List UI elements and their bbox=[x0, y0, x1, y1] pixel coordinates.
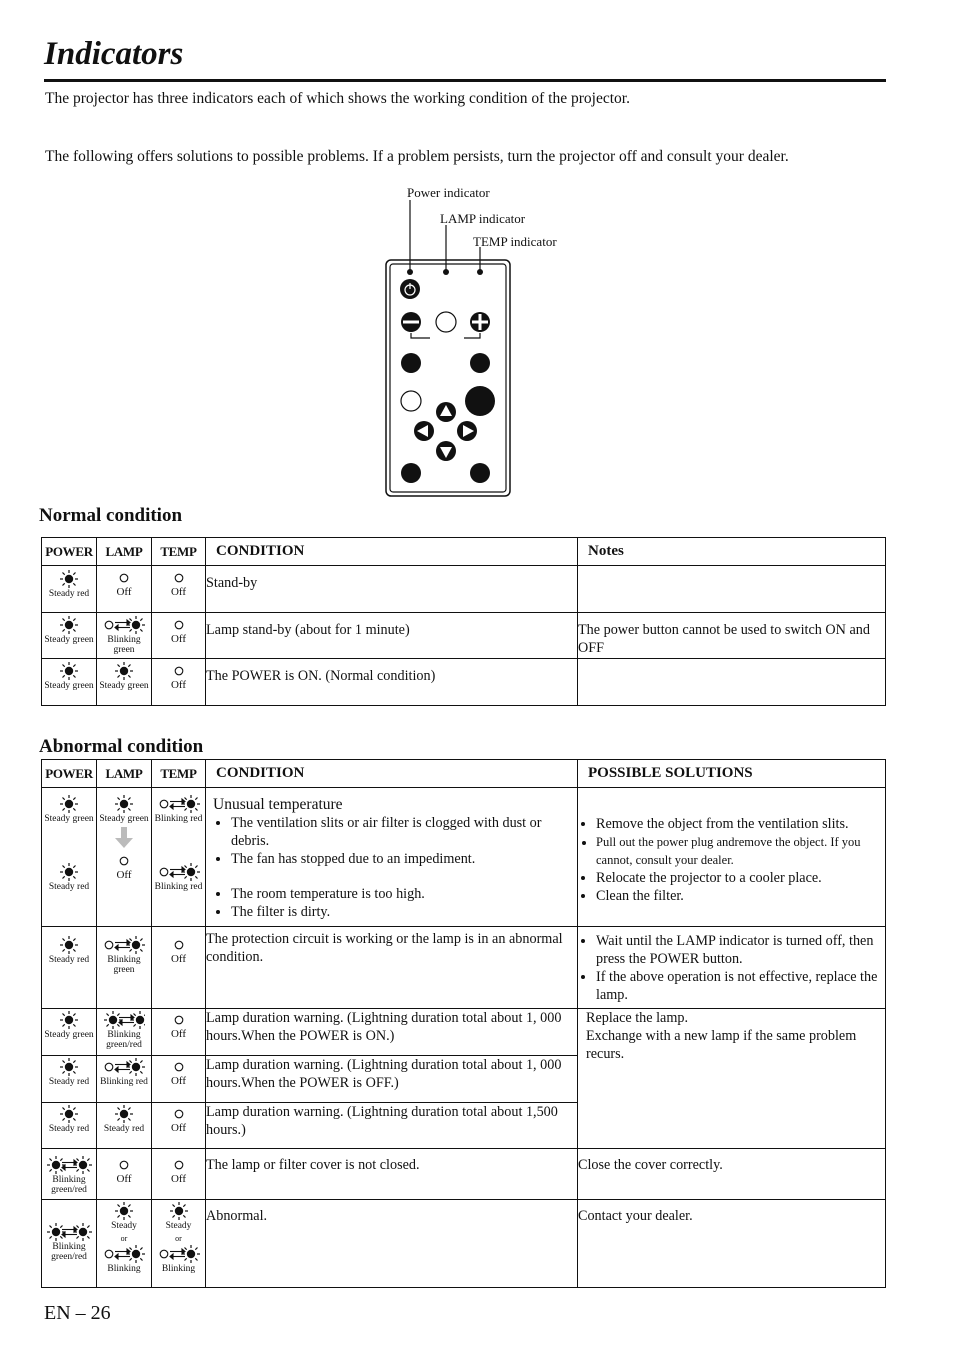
lamp-state: Steady red bbox=[103, 1124, 145, 1134]
condition-text: The POWER is ON. (Normal condition) bbox=[206, 659, 578, 706]
list-item: • The fan has stopped due to an impediment. bbox=[231, 850, 577, 868]
list-item: • Relocate the projector to a cooler place. bbox=[596, 869, 885, 887]
power-state: Steady red bbox=[48, 589, 90, 599]
power-state: Steady red bbox=[48, 882, 90, 892]
indicator-lit-icon bbox=[59, 935, 79, 955]
header-condition: CONDITION bbox=[206, 538, 578, 566]
table-row bbox=[42, 1149, 886, 1200]
indicator-off-icon bbox=[172, 1013, 186, 1027]
condition-text: Lamp stand-by (about for 1 minute) bbox=[206, 613, 578, 659]
normal-condition-heading: Normal condition bbox=[39, 505, 183, 526]
condition-list bbox=[213, 814, 577, 921]
power-state: Steady green bbox=[44, 814, 94, 824]
control-panel-diagram bbox=[380, 195, 520, 505]
indicator-blink-icon bbox=[103, 1057, 145, 1077]
condition-text: The lamp or filter cover is not closed. bbox=[206, 1149, 578, 1200]
lamp-state: Blinking green/red bbox=[106, 1030, 142, 1050]
temp-state: Blinking red bbox=[154, 882, 203, 892]
power-state: Steady green bbox=[44, 681, 94, 691]
temp-indicator-label: TEMP indicator bbox=[473, 234, 557, 249]
list-item: • Wait until the LAMP indicator is turned off, then press the POWER button. bbox=[596, 932, 885, 968]
down-arrow-icon bbox=[436, 441, 456, 461]
header-temp: TEMP bbox=[152, 760, 206, 788]
indicator-blink-icon bbox=[103, 615, 145, 635]
indicator-lit-icon bbox=[59, 1057, 79, 1077]
notes-text bbox=[578, 566, 886, 613]
lamp-state: Steady green bbox=[99, 681, 149, 691]
solution-text: Close the cover correctly. bbox=[578, 1149, 886, 1200]
indicator-blink-icon bbox=[158, 794, 200, 814]
lamp-state: Off bbox=[116, 1173, 132, 1185]
table-header-row bbox=[42, 538, 886, 566]
header-power: POWER bbox=[42, 538, 97, 566]
abnormal-condition-heading: Abnormal condition bbox=[39, 736, 204, 757]
temp-or: or bbox=[175, 1234, 182, 1243]
indicator-off-icon bbox=[172, 1158, 186, 1172]
indicator-off-icon bbox=[172, 571, 186, 585]
lamp-state: Blinking green bbox=[107, 635, 141, 655]
table-row bbox=[42, 613, 886, 659]
enter-button-icon bbox=[465, 386, 495, 416]
temp-state: Off bbox=[170, 1028, 187, 1040]
list-item: • Remove the object from the ventilation slits. bbox=[596, 815, 885, 833]
table-row bbox=[42, 566, 886, 613]
minus-button-icon bbox=[401, 312, 421, 332]
temp-state: Off bbox=[170, 586, 187, 598]
indicator-blink-icon bbox=[103, 1244, 145, 1264]
button-icon bbox=[401, 463, 421, 483]
indicator-lit-icon bbox=[114, 1201, 134, 1221]
lamp-state: Steady green bbox=[99, 814, 149, 824]
temp-state: Blinking bbox=[161, 1264, 196, 1274]
indicator-off-icon bbox=[172, 618, 186, 632]
indicator-off-icon bbox=[172, 938, 186, 952]
condition-text: The protection circuit is working or the lamp is in an abnormal condition. bbox=[206, 927, 578, 1009]
normal-condition-table bbox=[41, 537, 886, 706]
button-icon bbox=[401, 353, 421, 373]
indicator-lit-icon bbox=[59, 615, 79, 635]
temp-state: Blinking red bbox=[154, 814, 203, 824]
condition-text: Stand-by bbox=[206, 566, 578, 613]
temp-state: Off bbox=[170, 1122, 187, 1134]
power-state: Steady red bbox=[48, 1124, 90, 1134]
solution-line: Replace the lamp. bbox=[586, 1010, 689, 1026]
indicator-blink-icon bbox=[158, 1244, 200, 1264]
indicator-blink-lit-icon bbox=[46, 1155, 92, 1175]
header-solutions: POSSIBLE SOLUTIONS bbox=[578, 760, 886, 788]
solutions-list bbox=[578, 932, 885, 1004]
lamp-state: Blinking red bbox=[100, 1077, 148, 1087]
table-row bbox=[42, 659, 886, 706]
button-icon bbox=[401, 391, 421, 411]
header-lamp: LAMP bbox=[97, 760, 152, 788]
lamp-state: Blinking green bbox=[107, 955, 141, 975]
condition-text: Abnormal. bbox=[206, 1200, 578, 1288]
power-state: Steady red bbox=[48, 955, 90, 965]
header-lamp: LAMP bbox=[97, 538, 152, 566]
button-icon bbox=[470, 463, 490, 483]
indicator-lit-icon bbox=[59, 794, 79, 814]
list-item: • If the above operation is not effective, replace the lamp. bbox=[596, 968, 885, 1004]
indicator-blink-lit-icon bbox=[103, 1010, 145, 1030]
solution-line: Exchange with a new lamp if the same problem recurs. bbox=[586, 1028, 857, 1062]
indicator-blink-icon bbox=[158, 862, 200, 882]
power-indicator-label: Power indicator bbox=[407, 185, 490, 200]
list-item: • The filter is dirty. bbox=[231, 903, 577, 921]
down-arrow-icon bbox=[114, 827, 134, 849]
indicator-blink-icon bbox=[103, 935, 145, 955]
header-notes: Notes bbox=[578, 538, 886, 566]
solutions-cell bbox=[578, 1009, 886, 1149]
temp-state: Off bbox=[170, 679, 187, 691]
power-state: Steady green bbox=[44, 635, 94, 645]
temp-state: Off bbox=[170, 1173, 187, 1185]
solutions-cell bbox=[578, 788, 886, 927]
temp-state: Off bbox=[170, 1075, 187, 1087]
header-power: POWER bbox=[42, 760, 97, 788]
list-item: • The room temperature is too high. bbox=[231, 885, 577, 903]
indicator-blink-lit-icon bbox=[46, 1222, 92, 1242]
condition-title: Unusual temperature bbox=[213, 796, 343, 813]
lamp-state: Off bbox=[116, 869, 132, 881]
header-temp: TEMP bbox=[152, 538, 206, 566]
temp-state: Off bbox=[170, 633, 187, 645]
page-title: Indicators bbox=[44, 36, 184, 72]
condition-text: Lamp duration warning. (Lightning duration total about 1,500 hours.) bbox=[206, 1103, 578, 1149]
lamp-state: Off bbox=[116, 586, 132, 598]
indicator-off-icon bbox=[117, 854, 131, 868]
power-state: Steady green bbox=[44, 1030, 94, 1040]
power-button-icon bbox=[400, 279, 420, 299]
power-state: Steady red bbox=[48, 1077, 90, 1087]
power-state: Blinking green/red bbox=[51, 1175, 87, 1195]
table-row bbox=[42, 1200, 886, 1288]
center-button-icon bbox=[436, 312, 456, 332]
list-item: • Pull out the power plug andremove the object. If you cannot, consult your dealer. bbox=[596, 833, 885, 869]
button-icon bbox=[470, 353, 490, 373]
lamp-state: Blinking bbox=[107, 1264, 141, 1274]
table-row bbox=[42, 1009, 886, 1056]
intro-text: The projector has three indicators each of which shows the working condition of the projector. bbox=[45, 90, 630, 107]
up-arrow-icon bbox=[436, 402, 456, 422]
indicator-lit-icon bbox=[114, 1104, 134, 1124]
table-row bbox=[42, 788, 886, 927]
solutions-list bbox=[578, 815, 885, 905]
notes-text: The power button cannot be used to switch ON and OFF bbox=[578, 613, 886, 659]
page-number: EN – 26 bbox=[44, 1302, 111, 1324]
list-item: • The ventilation slits or air filter is clogged with dust or debris. bbox=[231, 814, 577, 850]
indicator-lit-icon bbox=[169, 1201, 189, 1221]
indicator-lit-icon bbox=[59, 862, 79, 882]
lamp-indicator-label: LAMP indicator bbox=[440, 211, 526, 226]
indicator-lit-icon bbox=[59, 1010, 79, 1030]
indicator-lit-icon bbox=[59, 661, 79, 681]
indicator-off-icon bbox=[172, 1060, 186, 1074]
indicator-off-icon bbox=[117, 1158, 131, 1172]
plus-button-icon bbox=[470, 312, 490, 332]
table-row bbox=[42, 927, 886, 1009]
solutions-cell bbox=[578, 927, 886, 1009]
lamp-state: Steady bbox=[111, 1221, 137, 1231]
temp-state: Steady bbox=[165, 1221, 192, 1231]
condition-text: Lamp duration warning. (Lightning duration total about 1, 000 hours.When the POWER is ON.) bbox=[206, 1009, 578, 1056]
indicator-lit-icon bbox=[59, 1104, 79, 1124]
lamp-or: or bbox=[120, 1234, 128, 1243]
indicator-lit-icon bbox=[114, 661, 134, 681]
solution-text: Contact your dealer. bbox=[578, 1200, 886, 1288]
power-state: Blinking green/red bbox=[51, 1242, 87, 1262]
indicator-lit-icon bbox=[114, 794, 134, 814]
temp-state: Off bbox=[170, 953, 187, 965]
title-rule bbox=[44, 79, 886, 82]
indicator-off-icon bbox=[117, 571, 131, 585]
intro-text-2: The following offers solutions to possible problems. If a problem persists, turn the projector off and consult your dealer. bbox=[45, 148, 789, 165]
left-arrow-icon bbox=[414, 421, 434, 441]
right-arrow-icon bbox=[457, 421, 477, 441]
abnormal-condition-table bbox=[41, 759, 886, 1288]
header-condition: CONDITION bbox=[206, 760, 578, 788]
notes-text bbox=[578, 659, 886, 706]
condition-cell bbox=[206, 788, 578, 927]
condition-text: Lamp duration warning. (Lightning duration total about 1, 000 hours.When the POWER is OFF.) bbox=[206, 1056, 578, 1103]
table-header-row bbox=[42, 760, 886, 788]
indicator-off-icon bbox=[172, 1107, 186, 1121]
indicator-lit-icon bbox=[59, 569, 79, 589]
list-item: • Clean the filter. bbox=[596, 887, 885, 905]
indicator-off-icon bbox=[172, 664, 186, 678]
